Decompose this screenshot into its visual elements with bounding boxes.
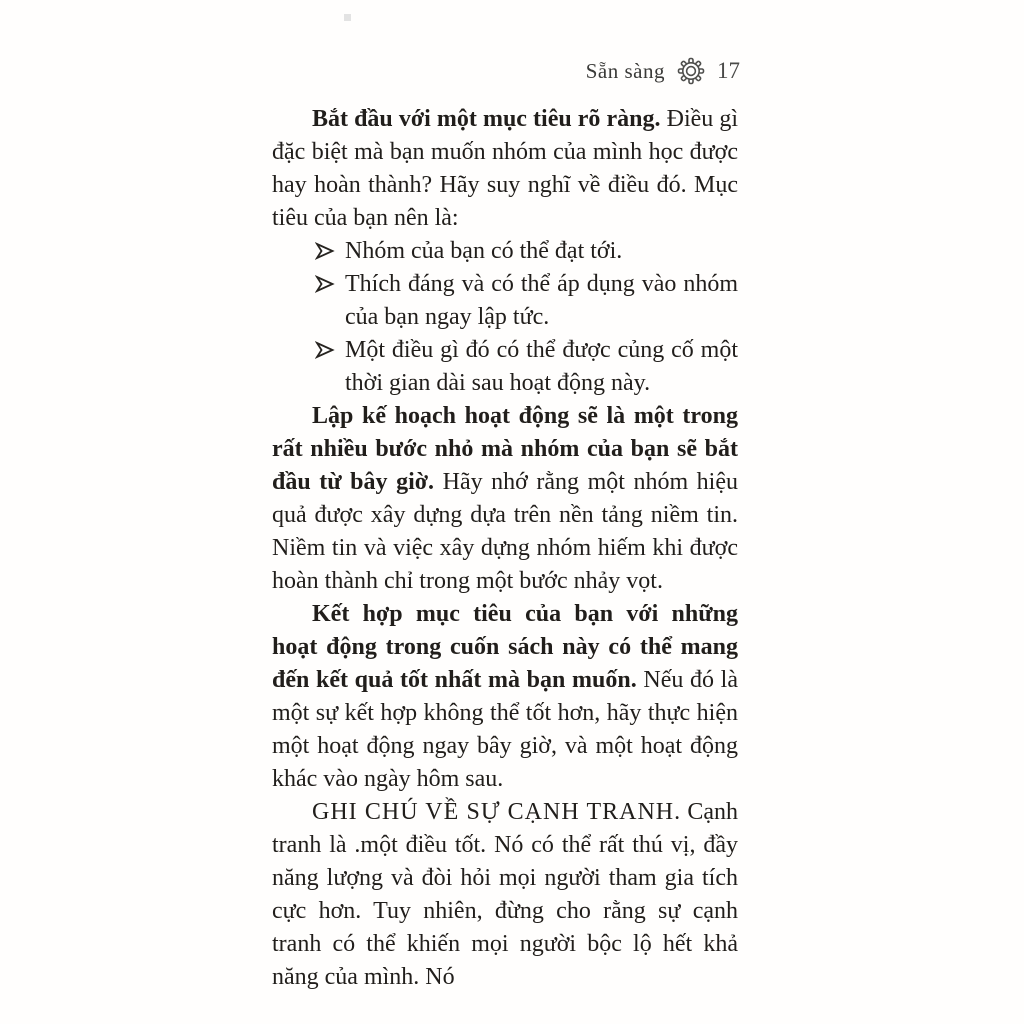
running-title: Sẵn sàng: [585, 58, 665, 83]
paragraph-competition-note: [272, 796, 738, 994]
page-body: [272, 103, 738, 994]
paragraph-text: Điều gì đặc biệt mà bạn muốn nhóm của mình học được hay hoàn thành? Hãy suy nghĩ về điều đó. Mục tiêu của bạn nên là:: [272, 106, 739, 231]
goal-list: [272, 235, 738, 400]
page-number: 17: [717, 58, 740, 83]
paragraph-text: Hãy nhớ rằng một nhóm hiệu quả được xây dựng dựa trên nền tảng niềm tin. Niềm tin và việc xây dựng nhóm hiếm khi được hoàn thành chỉ trong một bước nhảy vọt.: [272, 469, 738, 594]
list-item: [272, 235, 738, 268]
paragraph-text: Cạnh tranh là .một điều tốt. Nó có thể rất thú vị, đầy năng lượng và đòi hỏi mọi người tham gia tích cực hơn. Tuy nhiên, đừng cho rằng sự cạnh tranh có thể khiến mọi người bộc lộ hết khả năng của mình. Nó: [272, 799, 739, 990]
arrowhead-bullet-icon: [315, 235, 345, 268]
arrowhead-bullet-icon: [315, 334, 345, 400]
paragraph-text: Nếu đó là một sự kết hợp không thể tốt hơn, hãy thực hiện một hoạt động ngay bây giờ, và một hoạt động khác vào ngày hôm sau.: [272, 667, 738, 792]
list-item: [272, 334, 738, 400]
paragraph-combine: [272, 598, 738, 796]
list-item-text: Thích đáng và có thể áp dụng vào nhóm của bạn ngay lập tức.: [345, 271, 738, 330]
list-item: [272, 268, 738, 334]
list-item-text: Nhóm của bạn có thể đạt tới.: [345, 238, 623, 264]
gear-icon: [677, 57, 705, 85]
paragraph-lead: Lập kế hoạch hoạt động sẽ là một trong rất nhiều bước nhỏ mà nhóm của bạn sẽ bắt đầu từ bây giờ.: [272, 403, 738, 495]
paragraph-planning: [272, 400, 738, 598]
arrowhead-bullet-icon: [315, 268, 345, 334]
page-header: [0, 55, 740, 87]
scan-artifact-dot: [344, 14, 351, 21]
paragraph-goal-intro: [272, 103, 738, 235]
paragraph-lead: Kết hợp mục tiêu của bạn với những hoạt động trong cuốn sách này có thể mang đến kết quả tốt nhất mà bạn muốn.: [272, 601, 738, 693]
paragraph-lead: Bắt đầu với một mục tiêu rõ ràng.: [312, 106, 661, 132]
paragraph-lead: GHI CHÚ VỀ SỰ CẠNH TRANH.: [312, 799, 682, 825]
list-item-text: Một điều gì đó có thể được củng cố một thời gian dài sau hoạt động này.: [345, 337, 738, 396]
